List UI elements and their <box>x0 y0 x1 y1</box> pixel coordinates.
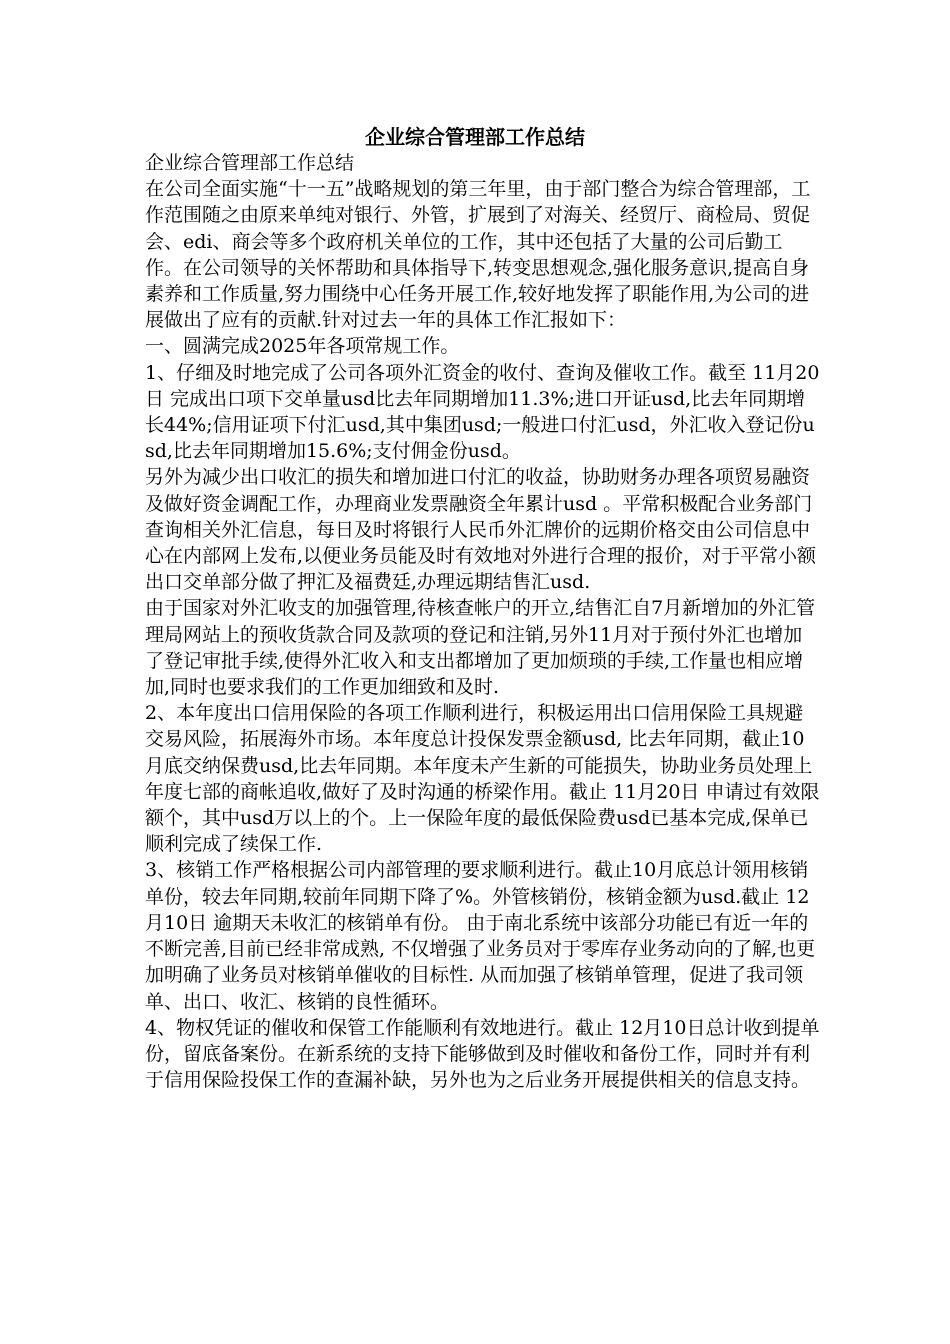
paragraph-intro: 在公司全面实施“十一五”战略规划的第三年里，由于部门整合为综合管理部，工作范围随之由原来单纯对银行、外管，扩展到了对海关、经贸厅、商检局、贸促会、edi、商会等多个政府机关单位的工作，其中还包括了大量的公司后勤工作。在公司领导的关怀帮助和具体指导下,转变思想观念,强化服务意识,提高自身素养和工作质量,努力围绕中心任务开展工作,较好地发挥了职能作用,为公司的进展做出了应有的贡献.针对过去一年的具体工作汇报如下： <box>145 178 811 332</box>
paragraph-item-1-extra: 另外为减少出口收汇的损失和增加进口付汇的收益，协助财务办理各项贸易融资及做好资金调配工作，办理商业发票融资全年累计usd 。平常积极配合业务部门查询相关外汇信息，每日及时将银行人民币外汇牌价的远期价格交由公司信息中心在内部网上发布,以便业务员能及时有效地对外进行合理的报价，对于平常小额出口交单部分做了押汇及福费廷,办理远期结售汇usd. <box>145 466 817 594</box>
paragraph-item-1-regulation: 由于国家对外汇收支的加强管理,待核查帐户的开立,结售汇自7月新增加的外汇管理局网站上的预收货款合同及款项的登记和注销,另外11月对于预付外汇也增加了登记审批手续,使得外汇收入和支出都增加了更加烦琐的手续,工作量也相应增加,同时也要求我们的工作更加细致和及时. <box>145 597 816 699</box>
section-heading-1: 一、圆满完成2025年各项常规工作。 <box>145 335 460 358</box>
paragraph-item-1: 1、仔细及时地完成了公司各项外汇资金的收付、查询及催收工作。截至 11月20日 完成出口项下交单量usd比去年同期增加11.3%;进口开证usd,比去年同期增长44%;信用证项下付汇usd,其中集团usd;一般进口付汇usd，外汇收入登记份usd,比去年同期增加15.6%;支付佣金份usd。 <box>145 361 820 463</box>
paragraph-item-4: 4、物权凭证的催收和保管工作能顺利有效地进行。截止 12月10日总计收到提单份，留底备案份。在新系统的支持下能够做到及时催收和备份工作，同时并有利于信用保险投保工作的查漏补缺，另外也为之后业务开展提供相关的信息支持。 <box>145 1016 820 1092</box>
document-title: 企业综合管理部工作总结 <box>365 125 585 149</box>
paragraph-item-3: 3、核销工作严格根据公司内部管理的要求顺利进行。截止10月底总计领用核销单份，较去年同期,较前年同期下降了%。外管核销份，核销金额为usd.截止 12月10日 逾期天未收汇的核销单有份。 由于南北系统中该部分功能已有近一年的不断完善,目前已经非常成熟, 不仅增强了业务员对于零库存业务动向的了解,也更加明确了业务员对核销单催收的目标性. 从而加强了核销单管理，促进了我司领单、出口、收汇、核销的良性循环。 <box>145 859 816 1013</box>
paragraph-subtitle: 企业综合管理部工作总结 <box>145 152 355 174</box>
paragraph-item-2: 2、本年度出口信用保险的各项工作顺利进行，积极运用出口信用保险工具规避交易风险，拓展海外市场。本年度总计投保发票金额usd, 比去年同期，截止10月底交纳保费usd,比去年同期。本年度未产生新的可能损失，协助业务员处理上年度七部的商帐追收,做好了及时沟通的桥梁作用。截止 11月20日 申请过有效限额个，其中usd万以上的个。上一保险年度的最低保险费usd已基本完成,保单已顺利完成了续保工作. <box>145 702 820 856</box>
document-body <box>145 150 820 1093</box>
